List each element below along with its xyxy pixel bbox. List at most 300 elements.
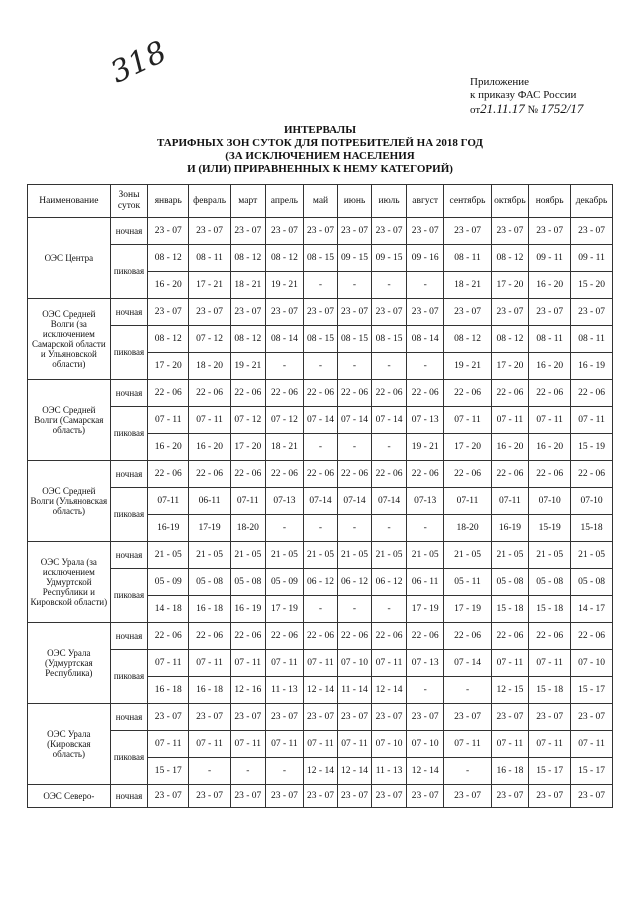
peak-interval-cell: 16-19 xyxy=(148,515,189,542)
peak-interval-cell: 17-19 xyxy=(189,515,231,542)
zone-peak-label: пиковая xyxy=(110,731,148,785)
peak-interval-cell: - xyxy=(444,758,491,785)
peak-interval-cell: 07-10 xyxy=(529,488,571,515)
night-interval-cell: 23 - 07 xyxy=(304,299,337,326)
peak-interval-cell: 08 - 12 xyxy=(265,245,304,272)
night-interval-cell: 23 - 07 xyxy=(406,785,444,808)
night-interval-cell: 23 - 07 xyxy=(148,785,189,808)
peak-interval-cell: - xyxy=(189,758,231,785)
table-row xyxy=(28,299,613,326)
zone-peak-label: пиковая xyxy=(110,488,148,542)
peak-interval-cell: 15 - 18 xyxy=(529,596,571,623)
peak-interval-cell: 07-13 xyxy=(265,488,304,515)
date-prefix: от xyxy=(470,104,481,116)
title-line-4: И (ИЛИ) ПРИРАВНЕННЫХ К НЕМУ КАТЕГОРИЙ) xyxy=(187,163,453,175)
peak-interval-cell: 16 - 20 xyxy=(529,272,571,299)
night-interval-cell: 22 - 06 xyxy=(571,380,613,407)
peak-interval-cell: 16 - 18 xyxy=(491,758,529,785)
peak-interval-cell: 08 - 12 xyxy=(231,245,266,272)
night-interval-cell: 22 - 06 xyxy=(406,380,444,407)
table-row xyxy=(28,704,613,731)
night-interval-cell: 21 - 05 xyxy=(372,542,407,569)
zone-peak-label: пиковая xyxy=(110,407,148,461)
peak-interval-cell: 18 - 21 xyxy=(444,272,491,299)
zone-peak-label: пиковая xyxy=(110,245,148,299)
table-row xyxy=(28,218,613,245)
peak-interval-cell: - xyxy=(337,515,372,542)
peak-interval-cell: 09 - 11 xyxy=(571,245,613,272)
peak-interval-cell: 07 - 11 xyxy=(372,650,407,677)
night-interval-cell: 22 - 06 xyxy=(491,623,529,650)
appendix-order-ref: к приказу ФАС России xyxy=(470,89,577,101)
peak-interval-cell: 07-10 xyxy=(571,488,613,515)
peak-interval-cell: 07 - 11 xyxy=(304,731,337,758)
peak-interval-cell: - xyxy=(304,596,337,623)
zone-night-label: ночная xyxy=(110,380,148,407)
peak-interval-cell: 16 - 20 xyxy=(491,434,529,461)
night-interval-cell: 23 - 07 xyxy=(304,785,337,808)
night-interval-cell: 23 - 07 xyxy=(189,704,231,731)
header-month: июнь xyxy=(337,185,372,218)
document-title xyxy=(0,124,640,176)
peak-interval-cell: - xyxy=(304,272,337,299)
peak-interval-cell: 08 - 15 xyxy=(337,326,372,353)
appendix-date-number xyxy=(470,102,583,117)
table-row xyxy=(28,785,613,808)
peak-interval-cell: 07 - 11 xyxy=(148,731,189,758)
peak-interval-cell: 07 - 11 xyxy=(491,650,529,677)
peak-interval-cell: 07 - 14 xyxy=(372,407,407,434)
peak-interval-cell: 19 - 21 xyxy=(444,353,491,380)
header-month: август xyxy=(406,185,444,218)
peak-interval-cell: - xyxy=(372,515,407,542)
night-interval-cell: 22 - 06 xyxy=(265,623,304,650)
peak-interval-cell: 05 - 08 xyxy=(231,569,266,596)
peak-interval-cell: 11 - 13 xyxy=(372,758,407,785)
night-interval-cell: 23 - 07 xyxy=(571,785,613,808)
peak-interval-cell: 16 - 18 xyxy=(148,677,189,704)
peak-interval-cell: 17 - 19 xyxy=(406,596,444,623)
peak-interval-cell: 07 - 11 xyxy=(491,407,529,434)
night-interval-cell: 23 - 07 xyxy=(491,299,529,326)
peak-interval-cell: 07 - 11 xyxy=(571,407,613,434)
zone-night-label: ночная xyxy=(110,623,148,650)
night-interval-cell: 23 - 07 xyxy=(491,704,529,731)
peak-interval-cell: - xyxy=(406,677,444,704)
zone-peak-label: пиковая xyxy=(110,326,148,380)
peak-interval-cell: - xyxy=(406,515,444,542)
zone-peak-label: пиковая xyxy=(110,569,148,623)
night-interval-cell: 22 - 06 xyxy=(529,623,571,650)
table-row xyxy=(28,731,613,758)
region-name: ОЭС Средней Волги (за исключением Самарской области и Ульяновской области) xyxy=(28,299,111,380)
night-interval-cell: 23 - 07 xyxy=(231,704,266,731)
peak-interval-cell: 08 - 14 xyxy=(406,326,444,353)
region-name: ОЭС Средней Волги (Самарская область) xyxy=(28,380,111,461)
night-interval-cell: 23 - 07 xyxy=(304,218,337,245)
header-month: декабрь xyxy=(571,185,613,218)
peak-interval-cell: 16 - 19 xyxy=(231,596,266,623)
header-month: октябрь xyxy=(491,185,529,218)
zone-night-label: ночная xyxy=(110,785,148,808)
peak-interval-cell: 16 - 20 xyxy=(189,434,231,461)
peak-interval-cell: 16 - 20 xyxy=(148,272,189,299)
peak-interval-cell: 07-14 xyxy=(372,488,407,515)
night-interval-cell: 21 - 05 xyxy=(148,542,189,569)
night-interval-cell: 21 - 05 xyxy=(189,542,231,569)
peak-interval-cell: 07 - 11 xyxy=(571,731,613,758)
night-interval-cell: 23 - 07 xyxy=(571,299,613,326)
night-interval-cell: 23 - 07 xyxy=(265,218,304,245)
night-interval-cell: 22 - 06 xyxy=(372,380,407,407)
night-interval-cell: 23 - 07 xyxy=(571,218,613,245)
peak-interval-cell: 06-11 xyxy=(189,488,231,515)
peak-interval-cell: 07 - 10 xyxy=(337,650,372,677)
night-interval-cell: 22 - 06 xyxy=(265,461,304,488)
region-name: ОЭС Урала (Удмуртская Республика) xyxy=(28,623,111,704)
night-interval-cell: 23 - 07 xyxy=(231,785,266,808)
night-interval-cell: 23 - 07 xyxy=(406,218,444,245)
night-interval-cell: 22 - 06 xyxy=(444,623,491,650)
table-row xyxy=(28,623,613,650)
peak-interval-cell: - xyxy=(265,758,304,785)
peak-interval-cell: - xyxy=(231,758,266,785)
zone-night-label: ночная xyxy=(110,461,148,488)
peak-interval-cell: 19 - 21 xyxy=(231,353,266,380)
peak-interval-cell: 07 - 12 xyxy=(189,326,231,353)
peak-interval-cell: 17 - 20 xyxy=(148,353,189,380)
peak-interval-cell: 08 - 12 xyxy=(444,326,491,353)
number-prefix: № xyxy=(527,104,538,116)
peak-interval-cell: 08 - 12 xyxy=(231,326,266,353)
peak-interval-cell: 17 - 20 xyxy=(444,434,491,461)
appendix-label: Приложение xyxy=(470,76,530,88)
night-interval-cell: 22 - 06 xyxy=(148,461,189,488)
peak-interval-cell: 15 - 18 xyxy=(491,596,529,623)
night-interval-cell: 22 - 06 xyxy=(189,461,231,488)
night-interval-cell: 21 - 05 xyxy=(304,542,337,569)
peak-interval-cell: 15-18 xyxy=(571,515,613,542)
peak-interval-cell: 11 - 13 xyxy=(265,677,304,704)
table-row xyxy=(28,380,613,407)
night-interval-cell: 23 - 07 xyxy=(148,704,189,731)
night-interval-cell: 22 - 06 xyxy=(189,623,231,650)
peak-interval-cell: 06 - 11 xyxy=(406,569,444,596)
night-interval-cell: 23 - 07 xyxy=(372,704,407,731)
table-row xyxy=(28,542,613,569)
night-interval-cell: 22 - 06 xyxy=(571,461,613,488)
peak-interval-cell: - xyxy=(406,272,444,299)
night-interval-cell: 22 - 06 xyxy=(491,380,529,407)
night-interval-cell: 22 - 06 xyxy=(372,461,407,488)
night-interval-cell: 22 - 06 xyxy=(189,380,231,407)
peak-interval-cell: 16 - 20 xyxy=(529,353,571,380)
night-interval-cell: 21 - 05 xyxy=(406,542,444,569)
night-interval-cell: 21 - 05 xyxy=(529,542,571,569)
peak-interval-cell: 15 - 17 xyxy=(571,758,613,785)
peak-interval-cell: - xyxy=(265,353,304,380)
night-interval-cell: 22 - 06 xyxy=(406,461,444,488)
night-interval-cell: 23 - 07 xyxy=(265,704,304,731)
night-interval-cell: 23 - 07 xyxy=(529,299,571,326)
peak-interval-cell: 12 - 14 xyxy=(304,677,337,704)
peak-interval-cell: 05 - 09 xyxy=(148,569,189,596)
peak-interval-cell: 12 - 14 xyxy=(304,758,337,785)
header-month: июль xyxy=(372,185,407,218)
peak-interval-cell: - xyxy=(337,272,372,299)
region-name: ОЭС Урала (за исключением Удмуртской Республики и Кировской области) xyxy=(28,542,111,623)
peak-interval-cell: 07 - 11 xyxy=(337,731,372,758)
peak-interval-cell: 08 - 15 xyxy=(372,326,407,353)
peak-interval-cell: 07 - 11 xyxy=(189,650,231,677)
peak-interval-cell: 16 - 20 xyxy=(529,434,571,461)
table-row xyxy=(28,569,613,596)
peak-interval-cell: 07-11 xyxy=(491,488,529,515)
peak-interval-cell: 17 - 20 xyxy=(491,353,529,380)
peak-interval-cell: 09 - 11 xyxy=(529,245,571,272)
peak-interval-cell: 07 - 11 xyxy=(444,407,491,434)
night-interval-cell: 23 - 07 xyxy=(444,299,491,326)
zone-night-label: ночная xyxy=(110,704,148,731)
handwritten-date: 21.11.17 xyxy=(480,101,525,116)
header-zones: Зоны суток xyxy=(110,185,148,218)
peak-interval-cell: 07 - 11 xyxy=(529,731,571,758)
peak-interval-cell: 11 - 14 xyxy=(337,677,372,704)
night-interval-cell: 21 - 05 xyxy=(231,542,266,569)
peak-interval-cell: 07-11 xyxy=(231,488,266,515)
peak-interval-cell: - xyxy=(444,677,491,704)
peak-interval-cell: 12 - 15 xyxy=(491,677,529,704)
night-interval-cell: 23 - 07 xyxy=(337,218,372,245)
night-interval-cell: 21 - 05 xyxy=(571,542,613,569)
peak-interval-cell: 07 - 10 xyxy=(372,731,407,758)
title-line-2: ТАРИФНЫХ ЗОН СУТОК ДЛЯ ПОТРЕБИТЕЛЕЙ НА 2018 ГОД xyxy=(157,137,483,149)
header-month: май xyxy=(304,185,337,218)
peak-interval-cell: 08 - 12 xyxy=(491,245,529,272)
header-month: февраль xyxy=(189,185,231,218)
peak-interval-cell: 06 - 12 xyxy=(337,569,372,596)
night-interval-cell: 23 - 07 xyxy=(406,704,444,731)
peak-interval-cell: 12 - 14 xyxy=(337,758,372,785)
table-row xyxy=(28,326,613,353)
night-interval-cell: 22 - 06 xyxy=(337,380,372,407)
night-interval-cell: 23 - 07 xyxy=(444,704,491,731)
night-interval-cell: 21 - 05 xyxy=(265,542,304,569)
night-interval-cell: 23 - 07 xyxy=(444,218,491,245)
peak-interval-cell: - xyxy=(265,515,304,542)
peak-interval-cell: 14 - 17 xyxy=(571,596,613,623)
peak-interval-cell: 16 - 19 xyxy=(571,353,613,380)
header-row xyxy=(28,185,613,218)
night-interval-cell: 22 - 06 xyxy=(231,623,266,650)
region-name: ОЭС Урала (Кировская область) xyxy=(28,704,111,785)
peak-interval-cell: 08 - 14 xyxy=(265,326,304,353)
peak-interval-cell: 19 - 21 xyxy=(406,434,444,461)
peak-interval-cell: 07 - 11 xyxy=(231,650,266,677)
night-interval-cell: 22 - 06 xyxy=(372,623,407,650)
peak-interval-cell: 18-20 xyxy=(444,515,491,542)
peak-interval-cell: - xyxy=(406,353,444,380)
night-interval-cell: 23 - 07 xyxy=(148,218,189,245)
peak-interval-cell: 07 - 11 xyxy=(265,731,304,758)
peak-interval-cell: 07 - 11 xyxy=(529,407,571,434)
night-interval-cell: 22 - 06 xyxy=(304,623,337,650)
peak-interval-cell: - xyxy=(372,272,407,299)
peak-interval-cell: 05 - 08 xyxy=(571,569,613,596)
peak-interval-cell: 12 - 16 xyxy=(231,677,266,704)
peak-interval-cell: 15 - 19 xyxy=(571,434,613,461)
peak-interval-cell: 08 - 11 xyxy=(444,245,491,272)
night-interval-cell: 23 - 07 xyxy=(189,785,231,808)
peak-interval-cell: 07 - 11 xyxy=(189,731,231,758)
peak-interval-cell: 07 - 12 xyxy=(231,407,266,434)
peak-interval-cell: 16-19 xyxy=(491,515,529,542)
peak-interval-cell: 07-13 xyxy=(406,488,444,515)
peak-interval-cell: 08 - 12 xyxy=(148,245,189,272)
night-interval-cell: 23 - 07 xyxy=(529,785,571,808)
night-interval-cell: 22 - 06 xyxy=(265,380,304,407)
peak-interval-cell: - xyxy=(372,596,407,623)
table-body xyxy=(28,218,613,808)
night-interval-cell: 23 - 07 xyxy=(529,704,571,731)
night-interval-cell: 22 - 06 xyxy=(406,623,444,650)
region-name: ОЭС Северо- xyxy=(28,785,111,808)
table-row xyxy=(28,461,613,488)
night-interval-cell: 22 - 06 xyxy=(304,380,337,407)
peak-interval-cell: 19 - 21 xyxy=(265,272,304,299)
title-line-1: ИНТЕРВАЛЫ xyxy=(283,124,357,136)
zone-night-label: ночная xyxy=(110,299,148,326)
peak-interval-cell: 15 - 17 xyxy=(529,758,571,785)
peak-interval-cell: 14 - 18 xyxy=(148,596,189,623)
peak-interval-cell: 08 - 11 xyxy=(529,326,571,353)
night-interval-cell: 22 - 06 xyxy=(337,461,372,488)
peak-interval-cell: 07-11 xyxy=(148,488,189,515)
peak-interval-cell: 05 - 09 xyxy=(265,569,304,596)
header-month: ноябрь xyxy=(529,185,571,218)
night-interval-cell: 23 - 07 xyxy=(265,785,304,808)
peak-interval-cell: 08 - 15 xyxy=(304,245,337,272)
peak-interval-cell: 18-20 xyxy=(231,515,266,542)
night-interval-cell: 21 - 05 xyxy=(444,542,491,569)
peak-interval-cell: 07 - 10 xyxy=(571,650,613,677)
peak-interval-cell: 09 - 15 xyxy=(372,245,407,272)
night-interval-cell: 23 - 07 xyxy=(372,785,407,808)
night-interval-cell: 22 - 06 xyxy=(337,623,372,650)
peak-interval-cell: 09 - 15 xyxy=(337,245,372,272)
peak-interval-cell: 07 - 11 xyxy=(189,407,231,434)
peak-interval-cell: 07 - 11 xyxy=(529,650,571,677)
night-interval-cell: 22 - 06 xyxy=(148,623,189,650)
peak-interval-cell: 07 - 11 xyxy=(304,650,337,677)
night-interval-cell: 23 - 07 xyxy=(337,704,372,731)
peak-interval-cell: 05 - 08 xyxy=(529,569,571,596)
night-interval-cell: 23 - 07 xyxy=(529,218,571,245)
peak-interval-cell: 05 - 11 xyxy=(444,569,491,596)
peak-interval-cell: 07 - 12 xyxy=(265,407,304,434)
peak-interval-cell: 15 - 17 xyxy=(148,758,189,785)
night-interval-cell: 22 - 06 xyxy=(571,623,613,650)
peak-interval-cell: 07 - 13 xyxy=(406,650,444,677)
night-interval-cell: 23 - 07 xyxy=(491,785,529,808)
peak-interval-cell: 17 - 19 xyxy=(265,596,304,623)
night-interval-cell: 23 - 07 xyxy=(372,218,407,245)
peak-interval-cell: - xyxy=(304,353,337,380)
peak-interval-cell: 07 - 10 xyxy=(406,731,444,758)
peak-interval-cell: 17 - 21 xyxy=(189,272,231,299)
header-month: март xyxy=(231,185,266,218)
peak-interval-cell: 08 - 12 xyxy=(491,326,529,353)
table-row xyxy=(28,488,613,515)
table-row xyxy=(28,650,613,677)
header-month: январь xyxy=(148,185,189,218)
night-interval-cell: 22 - 06 xyxy=(529,380,571,407)
peak-interval-cell: 17 - 20 xyxy=(491,272,529,299)
night-interval-cell: 22 - 06 xyxy=(529,461,571,488)
peak-interval-cell: 07 - 13 xyxy=(406,407,444,434)
intervals-table xyxy=(27,184,613,808)
peak-interval-cell: 17 - 19 xyxy=(444,596,491,623)
peak-interval-cell: 09 - 16 xyxy=(406,245,444,272)
night-interval-cell: 23 - 07 xyxy=(406,299,444,326)
night-interval-cell: 22 - 06 xyxy=(444,461,491,488)
night-interval-cell: 23 - 07 xyxy=(444,785,491,808)
peak-interval-cell: - xyxy=(337,434,372,461)
night-interval-cell: 21 - 05 xyxy=(337,542,372,569)
peak-interval-cell: 18 - 20 xyxy=(189,353,231,380)
peak-interval-cell: 06 - 12 xyxy=(372,569,407,596)
zone-night-label: ночная xyxy=(110,218,148,245)
peak-interval-cell: 07 - 11 xyxy=(491,731,529,758)
peak-interval-cell: - xyxy=(372,353,407,380)
peak-interval-cell: 06 - 12 xyxy=(304,569,337,596)
peak-interval-cell: 17 - 20 xyxy=(231,434,266,461)
peak-interval-cell: 15 - 18 xyxy=(529,677,571,704)
peak-interval-cell: 08 - 15 xyxy=(304,326,337,353)
peak-interval-cell: 07 - 11 xyxy=(265,650,304,677)
night-interval-cell: 23 - 07 xyxy=(337,299,372,326)
peak-interval-cell: - xyxy=(372,434,407,461)
header-month: апрель xyxy=(265,185,304,218)
peak-interval-cell: 07 - 14 xyxy=(337,407,372,434)
night-interval-cell: 22 - 06 xyxy=(304,461,337,488)
peak-interval-cell: 07-14 xyxy=(337,488,372,515)
peak-interval-cell: 16 - 20 xyxy=(148,434,189,461)
peak-interval-cell: 12 - 14 xyxy=(406,758,444,785)
night-interval-cell: 23 - 07 xyxy=(231,299,266,326)
peak-interval-cell: 07 - 14 xyxy=(304,407,337,434)
night-interval-cell: 23 - 07 xyxy=(231,218,266,245)
zone-night-label: ночная xyxy=(110,542,148,569)
night-interval-cell: 23 - 07 xyxy=(571,704,613,731)
peak-interval-cell: 18 - 21 xyxy=(265,434,304,461)
table-row xyxy=(28,245,613,272)
peak-interval-cell: 15 - 20 xyxy=(571,272,613,299)
handwritten-order-number: 1752/17 xyxy=(540,101,584,116)
night-interval-cell: 22 - 06 xyxy=(148,380,189,407)
night-interval-cell: 23 - 07 xyxy=(148,299,189,326)
peak-interval-cell: 15 - 17 xyxy=(571,677,613,704)
peak-interval-cell: 08 - 11 xyxy=(189,245,231,272)
table-row xyxy=(28,407,613,434)
header-name: Наименование xyxy=(28,185,111,218)
zone-peak-label: пиковая xyxy=(110,650,148,704)
peak-interval-cell: 07-14 xyxy=(304,488,337,515)
peak-interval-cell: 07 - 14 xyxy=(444,650,491,677)
peak-interval-cell: 12 - 14 xyxy=(372,677,407,704)
night-interval-cell: 22 - 06 xyxy=(491,461,529,488)
night-interval-cell: 23 - 07 xyxy=(337,785,372,808)
